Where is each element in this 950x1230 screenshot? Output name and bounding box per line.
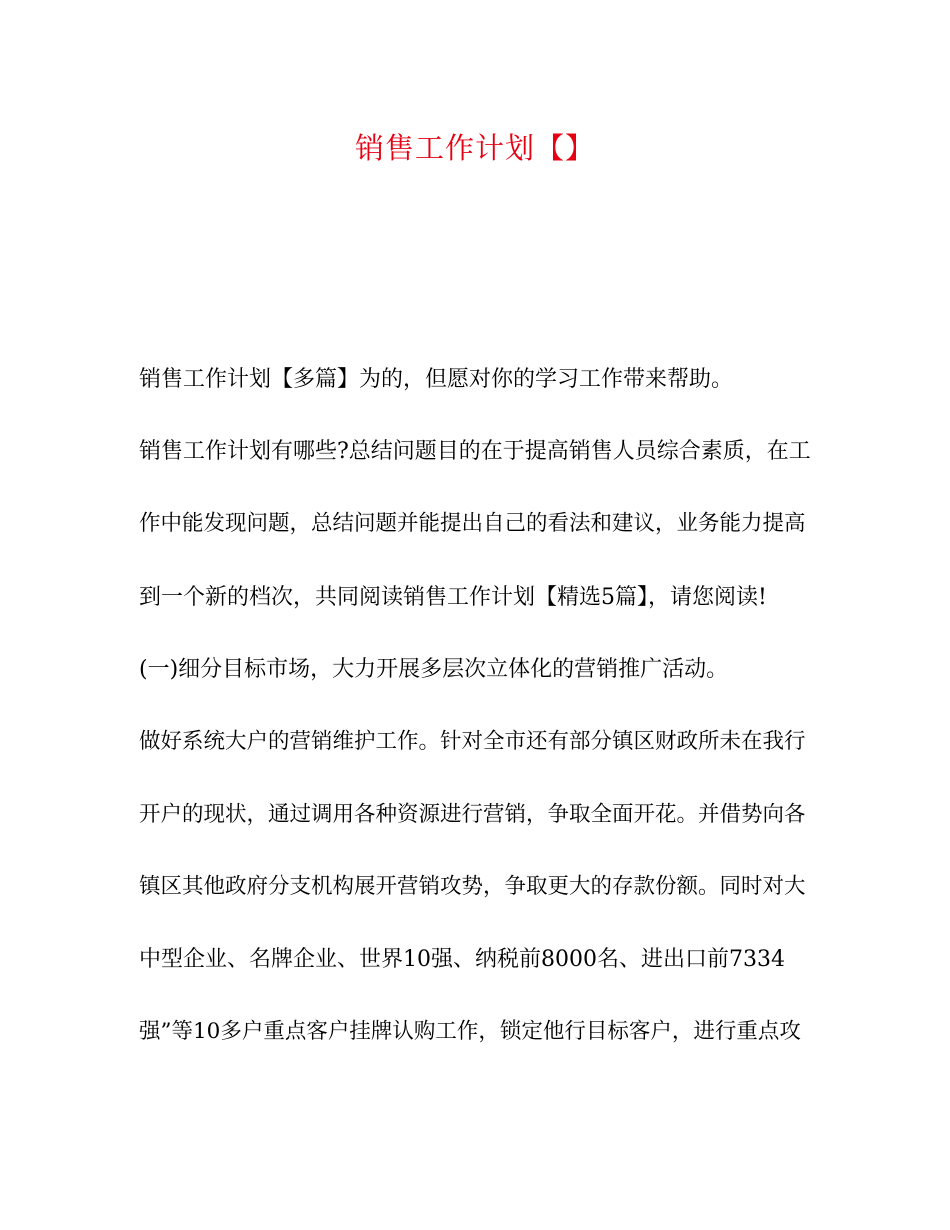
body-line-3: 作中能发现问题，总结问题并能提出自己的看法和建议，业务能力提高 <box>139 511 806 536</box>
body-line-8: 镇区其他政府分支机构展开营销攻势，争取更大的存款份额。同时对大 <box>139 874 806 899</box>
body-line-7: 开户的现状，通过调用各种资源进行营销，争取全面开花。并借势向各 <box>139 802 806 827</box>
body-line-1: 销售工作计划【多篇】为的，但愿对你的学习工作带来帮助。 <box>139 367 734 392</box>
body-line-6: 做好系统大户的营销维护工作。针对全市还有部分镇区财政所未在我行 <box>139 729 806 754</box>
document-title: 销售工作计划【】 <box>354 131 595 165</box>
body-line-9: 中型企业、名牌企业、世界10强、纳税前8000名、进出口前7334 <box>139 947 785 972</box>
body-line-5: (一)细分目标市场，大力开展多层次立体化的营销推广活动。 <box>139 657 729 682</box>
body-line-2: 销售工作计划有哪些?总结问题目的在于提高销售人员综合素质，在工 <box>139 439 811 464</box>
body-line-4: 到一个新的档次，共同阅读销售工作计划【精选5篇】，请您阅读! <box>139 585 767 610</box>
body-line-10: 强”等10多户重点客户挂牌认购工作，锁定他行目标客户，进行重点攻 <box>139 1019 801 1044</box>
